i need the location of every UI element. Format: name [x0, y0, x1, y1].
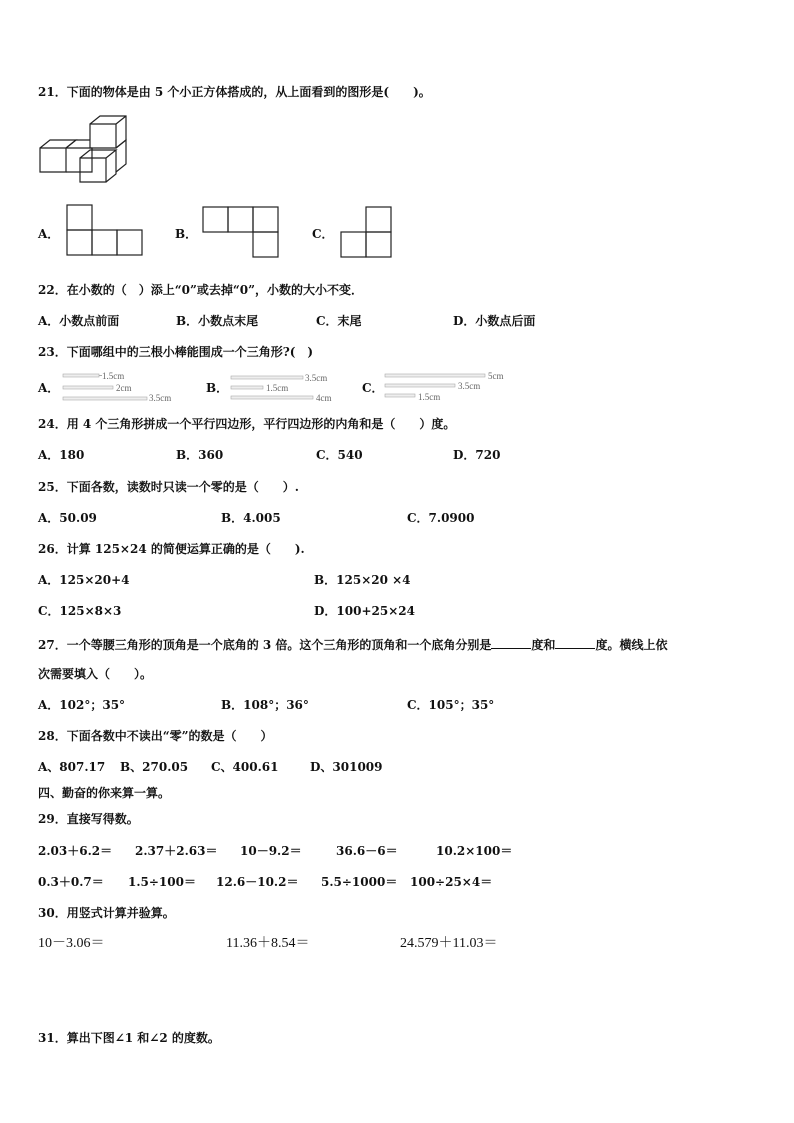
cube-stack-figure [38, 112, 130, 186]
q24-stem: 24．用 4 个三角形拼成一个平行四边形，平行四边形的内角和是（ ）度。 [38, 417, 456, 431]
q27-option-b[interactable]: B．108°；36° [221, 698, 309, 712]
q27-blank-2[interactable] [555, 636, 595, 649]
q29-row2-item1: 0.3＋0.7＝ [38, 875, 104, 889]
q28-option-c[interactable]: C、400.61 [211, 760, 279, 774]
q29-row2-item2: 1.5÷100＝ [128, 875, 196, 889]
q27-stem-text: 27．一个等腰三角形的顶角是一个底角的 3 倍。这个三角形的顶角和一个底角分别是 [38, 638, 492, 652]
q23-option-b[interactable]: B． [206, 381, 229, 395]
q23-b-stick1-label: 3.5cm [305, 373, 328, 383]
q21-option-a-figure [66, 204, 144, 256]
q29-row1-item2: 2.37＋2.63＝ [135, 844, 218, 858]
q21-option-b[interactable]: B． [175, 227, 198, 241]
q26-stem: 26．计算 125×24 的简便运算正确的是（ ). [38, 542, 305, 556]
q23-c-stick2-label: 3.5cm [458, 381, 481, 391]
q30-item2: 11.36＋8.54＝ [226, 936, 310, 951]
q26-option-a[interactable]: A．125×20+4 [38, 573, 130, 587]
q29-stem: 29．直接写得数。 [38, 812, 139, 826]
q29-row1-item4: 36.6－6＝ [336, 844, 398, 858]
q28-option-d[interactable]: D、301009 [310, 760, 383, 774]
q22-option-d[interactable]: D．小数点后面 [453, 314, 536, 328]
q29-row2-item3: 12.6－10.2＝ [216, 875, 299, 889]
q29-row2-item5: 100÷25×4＝ [410, 875, 493, 889]
q23-b-stick2-label: 1.5cm [266, 383, 289, 393]
q27-stem-line1 [38, 636, 667, 653]
q22-option-b[interactable]: B．小数点末尾 [176, 314, 259, 328]
q23-option-c-sticks [384, 370, 512, 404]
q27-option-a[interactable]: A．102°；35° [38, 698, 126, 712]
q29-row2-item4: 5.5÷1000＝ [321, 875, 398, 889]
q23-b-stick3-label: 4cm [316, 393, 332, 403]
q27-blank-2-suffix: 度。横线上依 [595, 638, 668, 652]
q23-option-c[interactable]: C． [362, 381, 384, 395]
q27-blank-1[interactable] [491, 636, 531, 649]
q24-option-b[interactable]: B．360 [176, 448, 224, 462]
q23-c-stick3-label: 1.5cm [418, 392, 441, 402]
q31-stem: 31．算出下图∠1 和∠2 的度数。 [38, 1031, 220, 1045]
q28-option-a[interactable]: A、807.17 [38, 760, 106, 774]
q29-row1-item3: 10－9.2＝ [240, 844, 302, 858]
q21-stem: 21．下面的物体是由 5 个小正方体搭成的，从上面看到的图形是( )。 [38, 85, 431, 99]
q26-option-b[interactable]: B．125×20 ×4 [314, 573, 411, 587]
q30-item3: 24.579＋11.03＝ [400, 936, 498, 951]
q25-stem: 25．下面各数，读数时只读一个零的是（ ）. [38, 480, 299, 494]
q27-blank-1-suffix: 度和 [531, 638, 556, 652]
q21-option-c-figure [340, 206, 392, 258]
q23-option-a[interactable]: A． [38, 381, 60, 395]
q22-stem: 22．在小数的（ ）添上“0”或去掉“0”，小数的大小不变． [38, 283, 364, 297]
q26-option-d[interactable]: D．100+25×24 [314, 604, 415, 618]
q22-option-a[interactable]: A．小数点前面 [38, 314, 120, 328]
q27-option-c[interactable]: C．105°；35° [407, 698, 495, 712]
q28-option-b[interactable]: B、270.05 [120, 760, 189, 774]
q23-stem: 23．下面哪组中的三根小棒能围成一个三角形?( ) [38, 345, 314, 359]
q23-a-stick3-label: 3.5cm [149, 393, 172, 403]
q23-a-stick2-label: 2cm [116, 383, 132, 393]
q24-option-d[interactable]: D．720 [453, 448, 501, 462]
q21-option-b-figure [202, 206, 280, 258]
q27-stem-line2: 次需要填入（ ）。 [38, 667, 153, 681]
q22-option-c[interactable]: C．末尾 [316, 314, 362, 328]
q23-option-b-sticks [230, 372, 342, 402]
q21-option-c[interactable]: C． [312, 227, 334, 241]
q24-option-c[interactable]: C．540 [316, 448, 363, 462]
q25-option-a[interactable]: A．50.09 [38, 511, 97, 525]
q29-row1-item1: 2.03＋6.2＝ [38, 844, 113, 858]
q30-stem: 30．用竖式计算并验算。 [38, 906, 175, 920]
q23-a-stick1-label: 1.5cm [102, 371, 125, 381]
q29-row1-item5: 10.2×100＝ [436, 844, 513, 858]
q21-option-a[interactable]: A． [38, 227, 60, 241]
q25-option-b[interactable]: B．4.005 [221, 511, 281, 525]
q30-item1: 10－3.06＝ [38, 936, 105, 951]
q23-option-a-sticks [62, 370, 172, 402]
q23-c-stick1-label: 5cm [488, 371, 504, 381]
q25-option-c[interactable]: C．7.0900 [407, 511, 475, 525]
q28-stem: 28．下面各数中不读出“零”的数是（ ） [38, 729, 273, 743]
q24-option-a[interactable]: A．180 [38, 448, 85, 462]
section-4-heading: 四、勤奋的你来算一算。 [38, 786, 171, 800]
q26-option-c[interactable]: C．125×8×3 [38, 604, 122, 618]
